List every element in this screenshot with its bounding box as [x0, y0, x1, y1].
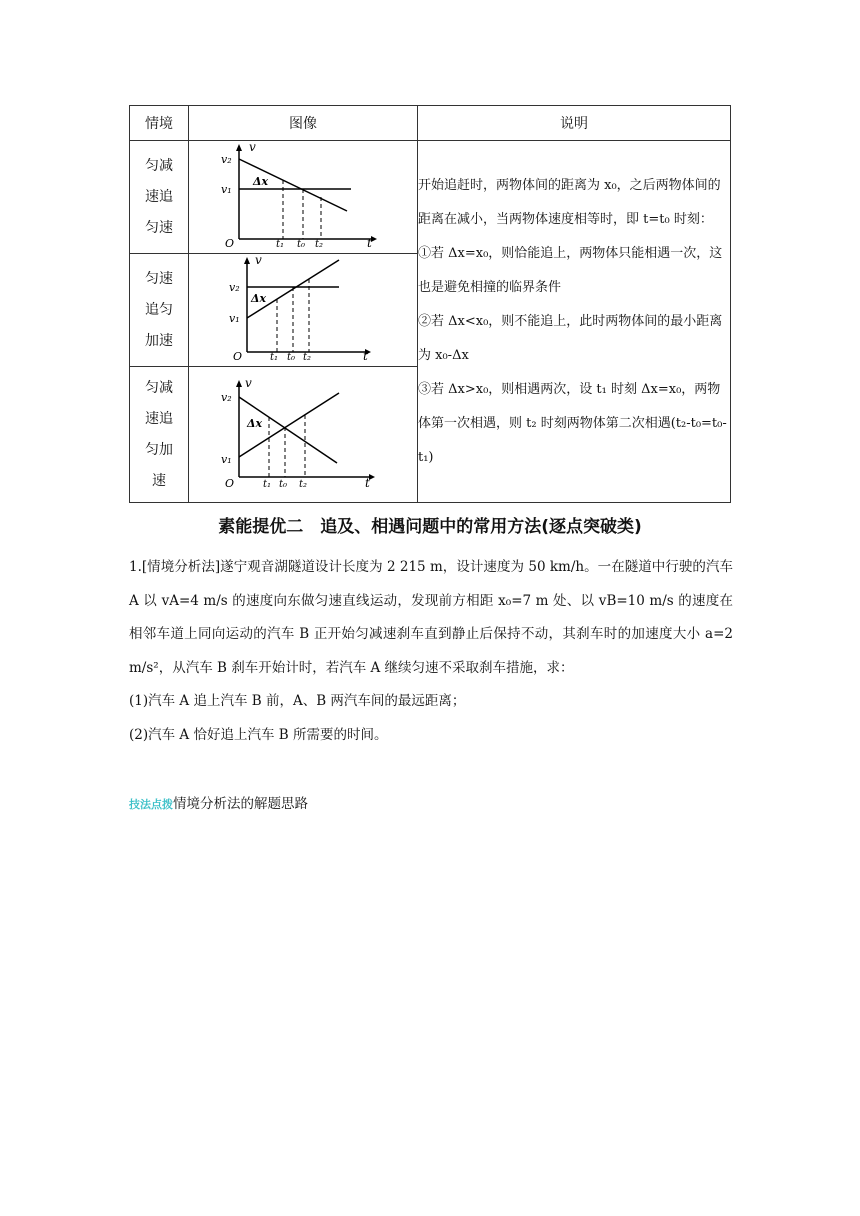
- t-label: t: [363, 349, 368, 362]
- v-label: v: [255, 254, 262, 267]
- header-situation: 情境: [130, 106, 189, 141]
- situation-cell: [130, 141, 189, 254]
- graph-cell: [189, 141, 418, 254]
- vt-graph-decel-vs-accel: [189, 377, 417, 489]
- t2-label: t₂: [303, 352, 312, 362]
- v2-label: v₂: [221, 390, 232, 404]
- dx-label: Δx: [253, 175, 269, 188]
- situation-line: 追匀: [145, 301, 173, 318]
- vt-graph-decel-vs-const: [189, 141, 417, 249]
- dx-label: Δx: [251, 292, 267, 305]
- description-case1: ①若 Δx=x₀，则恰能追上，两物体只能相遇一次，这也是避免相撞的临界条件: [418, 245, 723, 295]
- decel-line: [239, 397, 337, 463]
- question-2: (2)汽车 A 恰好追上汽车 B 所需要的时间。: [129, 726, 388, 743]
- situation-line: 匀加: [145, 441, 173, 458]
- t0-label: t₀: [287, 352, 296, 362]
- technique-tip: [129, 792, 308, 812]
- v1-label: v₁: [221, 183, 232, 196]
- tip-tag: 技法点拨: [129, 798, 173, 811]
- description-intro: 开始追赶时，两物体间的距离为 x₀，之后两物体间的距离在减小，当两物体速度相等时，即 t=t₀ 时刻：: [418, 177, 721, 227]
- t-axis-arrow: [371, 236, 377, 242]
- header-description: 说明: [418, 106, 731, 141]
- table-row: [130, 141, 731, 254]
- t2-label: t₂: [299, 478, 308, 489]
- graph-cell: [189, 367, 418, 503]
- table-header-row: [130, 106, 731, 141]
- t0-label: t₀: [297, 239, 306, 249]
- situation-line: 匀速: [145, 219, 173, 236]
- problem-block: [129, 551, 733, 752]
- v2-label: v₂: [221, 153, 232, 166]
- origin-label: O: [225, 476, 235, 489]
- situation-cell: [130, 254, 189, 367]
- v-axis-arrow: [236, 380, 242, 387]
- situation-line: 匀减: [145, 157, 173, 174]
- t1-label: t₁: [270, 352, 279, 362]
- problem-statement: 1.[情境分析法]遂宁观音湖隧道设计长度为 2 215 m，设计速度为 50 km/h。一在隧道中行驶的汽车 A 以 vA=4 m/s 的速度向东做匀速直线运动，发现前方相距 x₀=7 m 处、以 vB=10 m/s 的速度在相邻车道上同向运动的汽车 B 正开始匀减速刹车直到静止后保持不动，其刹车时的加速度大小 a=2 m/s²，从汽车 B 刹车开始计时，若汽车 A 继续匀速不采取刹车措施，求：: [129, 559, 733, 676]
- header-graph: 图像: [189, 106, 418, 141]
- t-label: t: [365, 475, 370, 489]
- situation-line: 匀减: [145, 379, 173, 396]
- question-1: (1)汽车 A 追上汽车 B 前，A、B 两汽车间的最远距离；: [129, 693, 466, 709]
- v-label: v: [245, 376, 252, 390]
- v-axis-arrow: [236, 144, 242, 151]
- vt-graph-const-vs-accel: [189, 254, 417, 362]
- t-axis-arrow: [369, 474, 375, 480]
- situation-line: 速: [152, 472, 166, 489]
- section-title: 素能提优二 追及、相遇问题中的常用方法(逐点突破类): [218, 517, 642, 537]
- origin-label: O: [225, 237, 235, 249]
- situation-cell: [130, 367, 189, 503]
- t1-label: t₁: [276, 239, 285, 249]
- v2-label: v₂: [229, 281, 240, 294]
- situation-line: 匀速: [145, 270, 173, 287]
- tip-text: 情境分析法的解题思路: [173, 796, 308, 812]
- t2-label: t₂: [315, 239, 324, 249]
- dx-label: Δx: [247, 416, 263, 430]
- v1-label: v₁: [229, 312, 240, 325]
- situation-line: 加速: [145, 332, 173, 349]
- description-case3: ③若 Δx>x₀，则相遇两次，设 t₁ 时刻 Δx=x₀，两物体第一次相遇，则 t₂ 时刻两物体第二次相遇(t₂-t₀=t₀-t₁): [418, 381, 727, 465]
- graph-cell: [189, 254, 418, 367]
- situation-line: 速追: [145, 188, 173, 205]
- t1-label: t₁: [263, 478, 272, 489]
- description-cell: [418, 141, 731, 503]
- situation-line: 速追: [145, 410, 173, 427]
- t-label: t: [367, 236, 372, 249]
- description-case2: ②若 Δx<x₀，则不能追上，此时两物体间的最小距离为 x₀-Δx: [418, 313, 723, 363]
- t0-label: t₀: [279, 478, 288, 489]
- v-axis-arrow: [244, 257, 250, 264]
- v1-label: v₁: [221, 452, 232, 466]
- v-label: v: [249, 141, 256, 154]
- origin-label: O: [233, 350, 243, 362]
- pursuit-table: [129, 105, 731, 503]
